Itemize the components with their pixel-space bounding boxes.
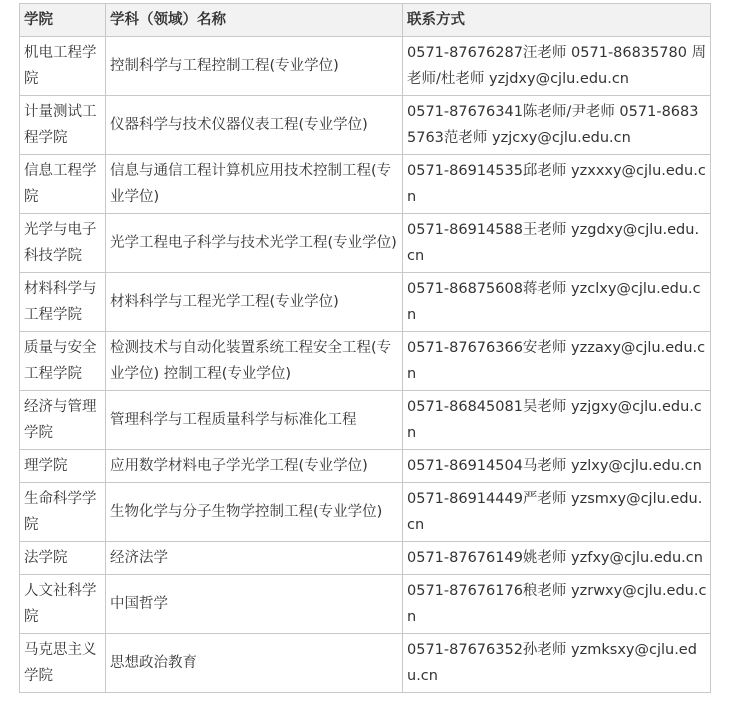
contact-table — [19, 3, 711, 693]
table-row — [20, 542, 711, 575]
contact-cell: 0571-87676287汪老师 0571-86835780 周老师/杜老师 yzjdxy@cjlu.edu.cn — [403, 37, 711, 96]
discipline-cell: 中国哲学 — [106, 575, 403, 634]
discipline-cell: 应用数学材料电子学光学工程(专业学位) — [106, 450, 403, 483]
discipline-cell: 材料科学与工程光学工程(专业学位) — [106, 273, 403, 332]
discipline-cell: 思想政治教育 — [106, 634, 403, 693]
table-row — [20, 391, 711, 450]
college-cell: 马克思主义学院 — [20, 634, 106, 693]
contact-cell: 0571-87676149姚老师 yzfxy@cjlu.edu.cn — [403, 542, 711, 575]
table-header — [20, 4, 711, 37]
table-row — [20, 96, 711, 155]
header-college: 学院 — [20, 4, 106, 37]
college-cell: 光学与电子科技学院 — [20, 214, 106, 273]
contact-cell: 0571-86914588王老师 yzgdxy@cjlu.edu.cn — [403, 214, 711, 273]
table-row — [20, 332, 711, 391]
table-row — [20, 155, 711, 214]
college-cell: 计量测试工程学院 — [20, 96, 106, 155]
header-contact: 联系方式 — [403, 4, 711, 37]
contact-cell: 0571-87676176稂老师 yzrwxy@cjlu.edu.cn — [403, 575, 711, 634]
table-row — [20, 575, 711, 634]
contact-cell: 0571-87676366安老师 yzzaxy@cjlu.edu.cn — [403, 332, 711, 391]
table-body — [20, 37, 711, 693]
table-row — [20, 634, 711, 693]
contact-cell: 0571-86914449严老师 yzsmxy@cjlu.edu.cn — [403, 483, 711, 542]
header-discipline: 学科（领域）名称 — [106, 4, 403, 37]
header-row — [20, 4, 711, 37]
discipline-cell: 经济法学 — [106, 542, 403, 575]
discipline-cell: 信息与通信工程计算机应用技术控制工程(专业学位) — [106, 155, 403, 214]
contact-cell: 0571-87676341陈老师/尹老师 0571-86835763范老师 yzjcxy@cjlu.edu.cn — [403, 96, 711, 155]
contact-cell: 0571-86914535邱老师 yzxxxy@cjlu.edu.cn — [403, 155, 711, 214]
college-cell: 人文社科学院 — [20, 575, 106, 634]
table-row — [20, 214, 711, 273]
discipline-cell: 检测技术与自动化装置系统工程安全工程(专业学位) 控制工程(专业学位) — [106, 332, 403, 391]
discipline-cell: 控制科学与工程控制工程(专业学位) — [106, 37, 403, 96]
college-cell: 理学院 — [20, 450, 106, 483]
table-row — [20, 483, 711, 542]
table-row — [20, 273, 711, 332]
college-cell: 信息工程学院 — [20, 155, 106, 214]
contact-cell: 0571-86875608蒋老师 yzclxy@cjlu.edu.cn — [403, 273, 711, 332]
table-row — [20, 37, 711, 96]
discipline-cell: 仪器科学与技术仪器仪表工程(专业学位) — [106, 96, 403, 155]
contact-cell: 0571-86845081吴老师 yzjgxy@cjlu.edu.cn — [403, 391, 711, 450]
college-cell: 生命科学学院 — [20, 483, 106, 542]
discipline-cell: 管理科学与工程质量科学与标准化工程 — [106, 391, 403, 450]
discipline-cell: 光学工程电子科学与技术光学工程(专业学位) — [106, 214, 403, 273]
discipline-cell: 生物化学与分子生物学控制工程(专业学位) — [106, 483, 403, 542]
college-cell: 机电工程学院 — [20, 37, 106, 96]
contact-cell: 0571-87676352孙老师 yzmksxy@cjlu.edu.cn — [403, 634, 711, 693]
table-row — [20, 450, 711, 483]
college-cell: 经济与管理学院 — [20, 391, 106, 450]
college-cell: 材料科学与工程学院 — [20, 273, 106, 332]
college-cell: 法学院 — [20, 542, 106, 575]
contact-cell: 0571-86914504马老师 yzlxy@cjlu.edu.cn — [403, 450, 711, 483]
college-cell: 质量与安全工程学院 — [20, 332, 106, 391]
